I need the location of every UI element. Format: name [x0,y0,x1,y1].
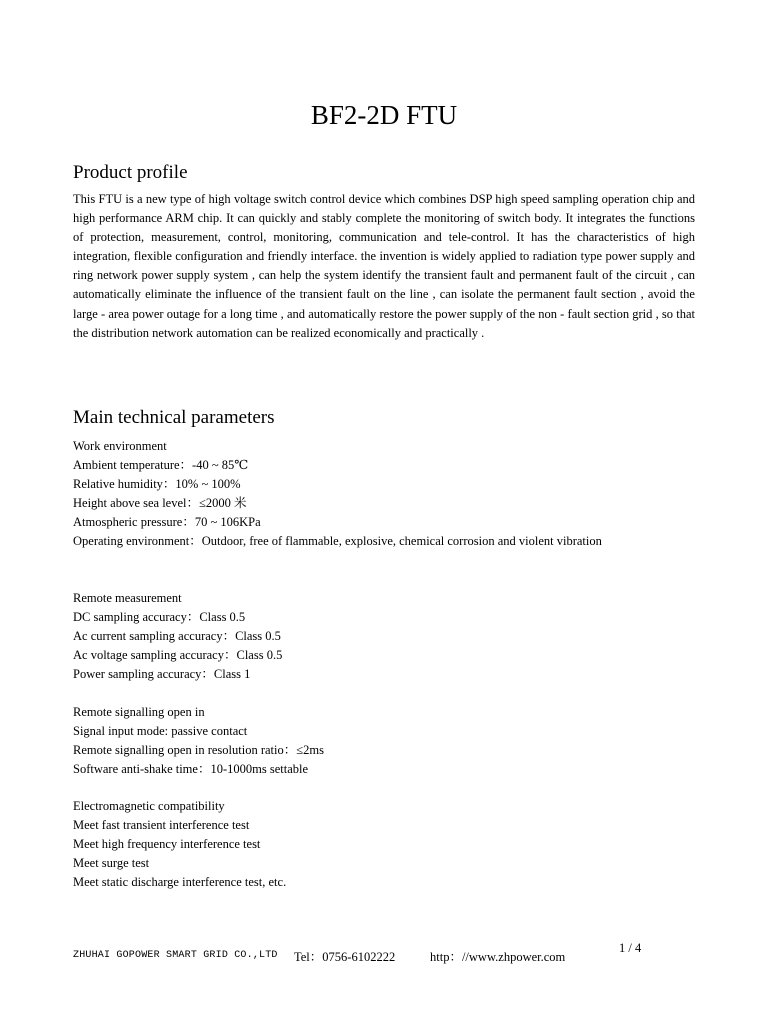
param-line: Meet high frequency interference test [73,837,261,851]
param-line: Ac current sampling accuracy：Class 0.5 [73,629,281,643]
param-line: Software anti-shake time：10-1000ms settable [73,762,309,776]
param-line: Meet static discharge interference test, etc. [73,875,287,889]
param-line: Operating environment：Outdoor, free of flammable, explosive, chemical corrosion and violent vibration [73,534,602,548]
work-environment-heading: Work environment [73,439,167,453]
product-profile-text: This FTU is a new type of high voltage switch control device which combines DSP high speed sampling operation chip and high performance ARM chip. It can quickly and stably complete the monitoring of switch body. It integrates the functions of protection, measurement, control, monitoring, communication and tele-control. It has the characteristics of high integration, flexible configuration and friendly interface. the invention is widely applied to radiation type power supply and ring network power supply system , can help the system identify the transient fault and permanent fault of the circuit , can automatically eliminate the influence of the transient fault on the line , can isolate the permanent fault section , avoid the large - area power outage for a long time , and automatically restore the power supply of the non - fault section grid , so that the distribution network automation can be realized economically and practically . [73,192,695,340]
param-line: Meet surge test [73,856,150,870]
param-line: Power sampling accuracy：Class 1 [73,667,251,681]
param-line: Ambient temperature：-40 ~ 85℃ [73,458,249,472]
param-line: Ac voltage sampling accuracy：Class 0.5 [73,648,283,662]
page-footer [0,941,768,974]
document-title: BF2-2D FTU [310,100,458,130]
param-line: Signal input mode: passive contact [73,724,248,738]
footer-website: http：//www.zhpower.com [430,950,566,964]
footer-company: ZHUHAI GOPOWER SMART GRID CO.,LTD [73,950,278,961]
page-number: 1 / 4 [619,941,642,955]
param-line: Remote signalling open in resolution ratio：≤2ms [73,743,324,757]
param-line: Relative humidity：10% ~ 100% [73,477,241,491]
remote-measurement-heading: Remote measurement [73,591,182,605]
remote-signalling-heading: Remote signalling open in [73,705,205,719]
emc-heading: Electromagnetic compatibility [73,799,225,813]
param-line: DC sampling accuracy：Class 0.5 [73,610,246,624]
param-line: Atmospheric pressure：70 ~ 106KPa [73,515,261,529]
footer-telephone: Tel：0756-6102222 [294,950,396,964]
product-profile-heading: Product profile [73,162,188,183]
param-line: Height above sea level：≤2000 米 [73,496,247,510]
param-line: Meet fast transient interference test [73,818,250,832]
technical-parameters-heading: Main technical parameters [73,407,275,428]
